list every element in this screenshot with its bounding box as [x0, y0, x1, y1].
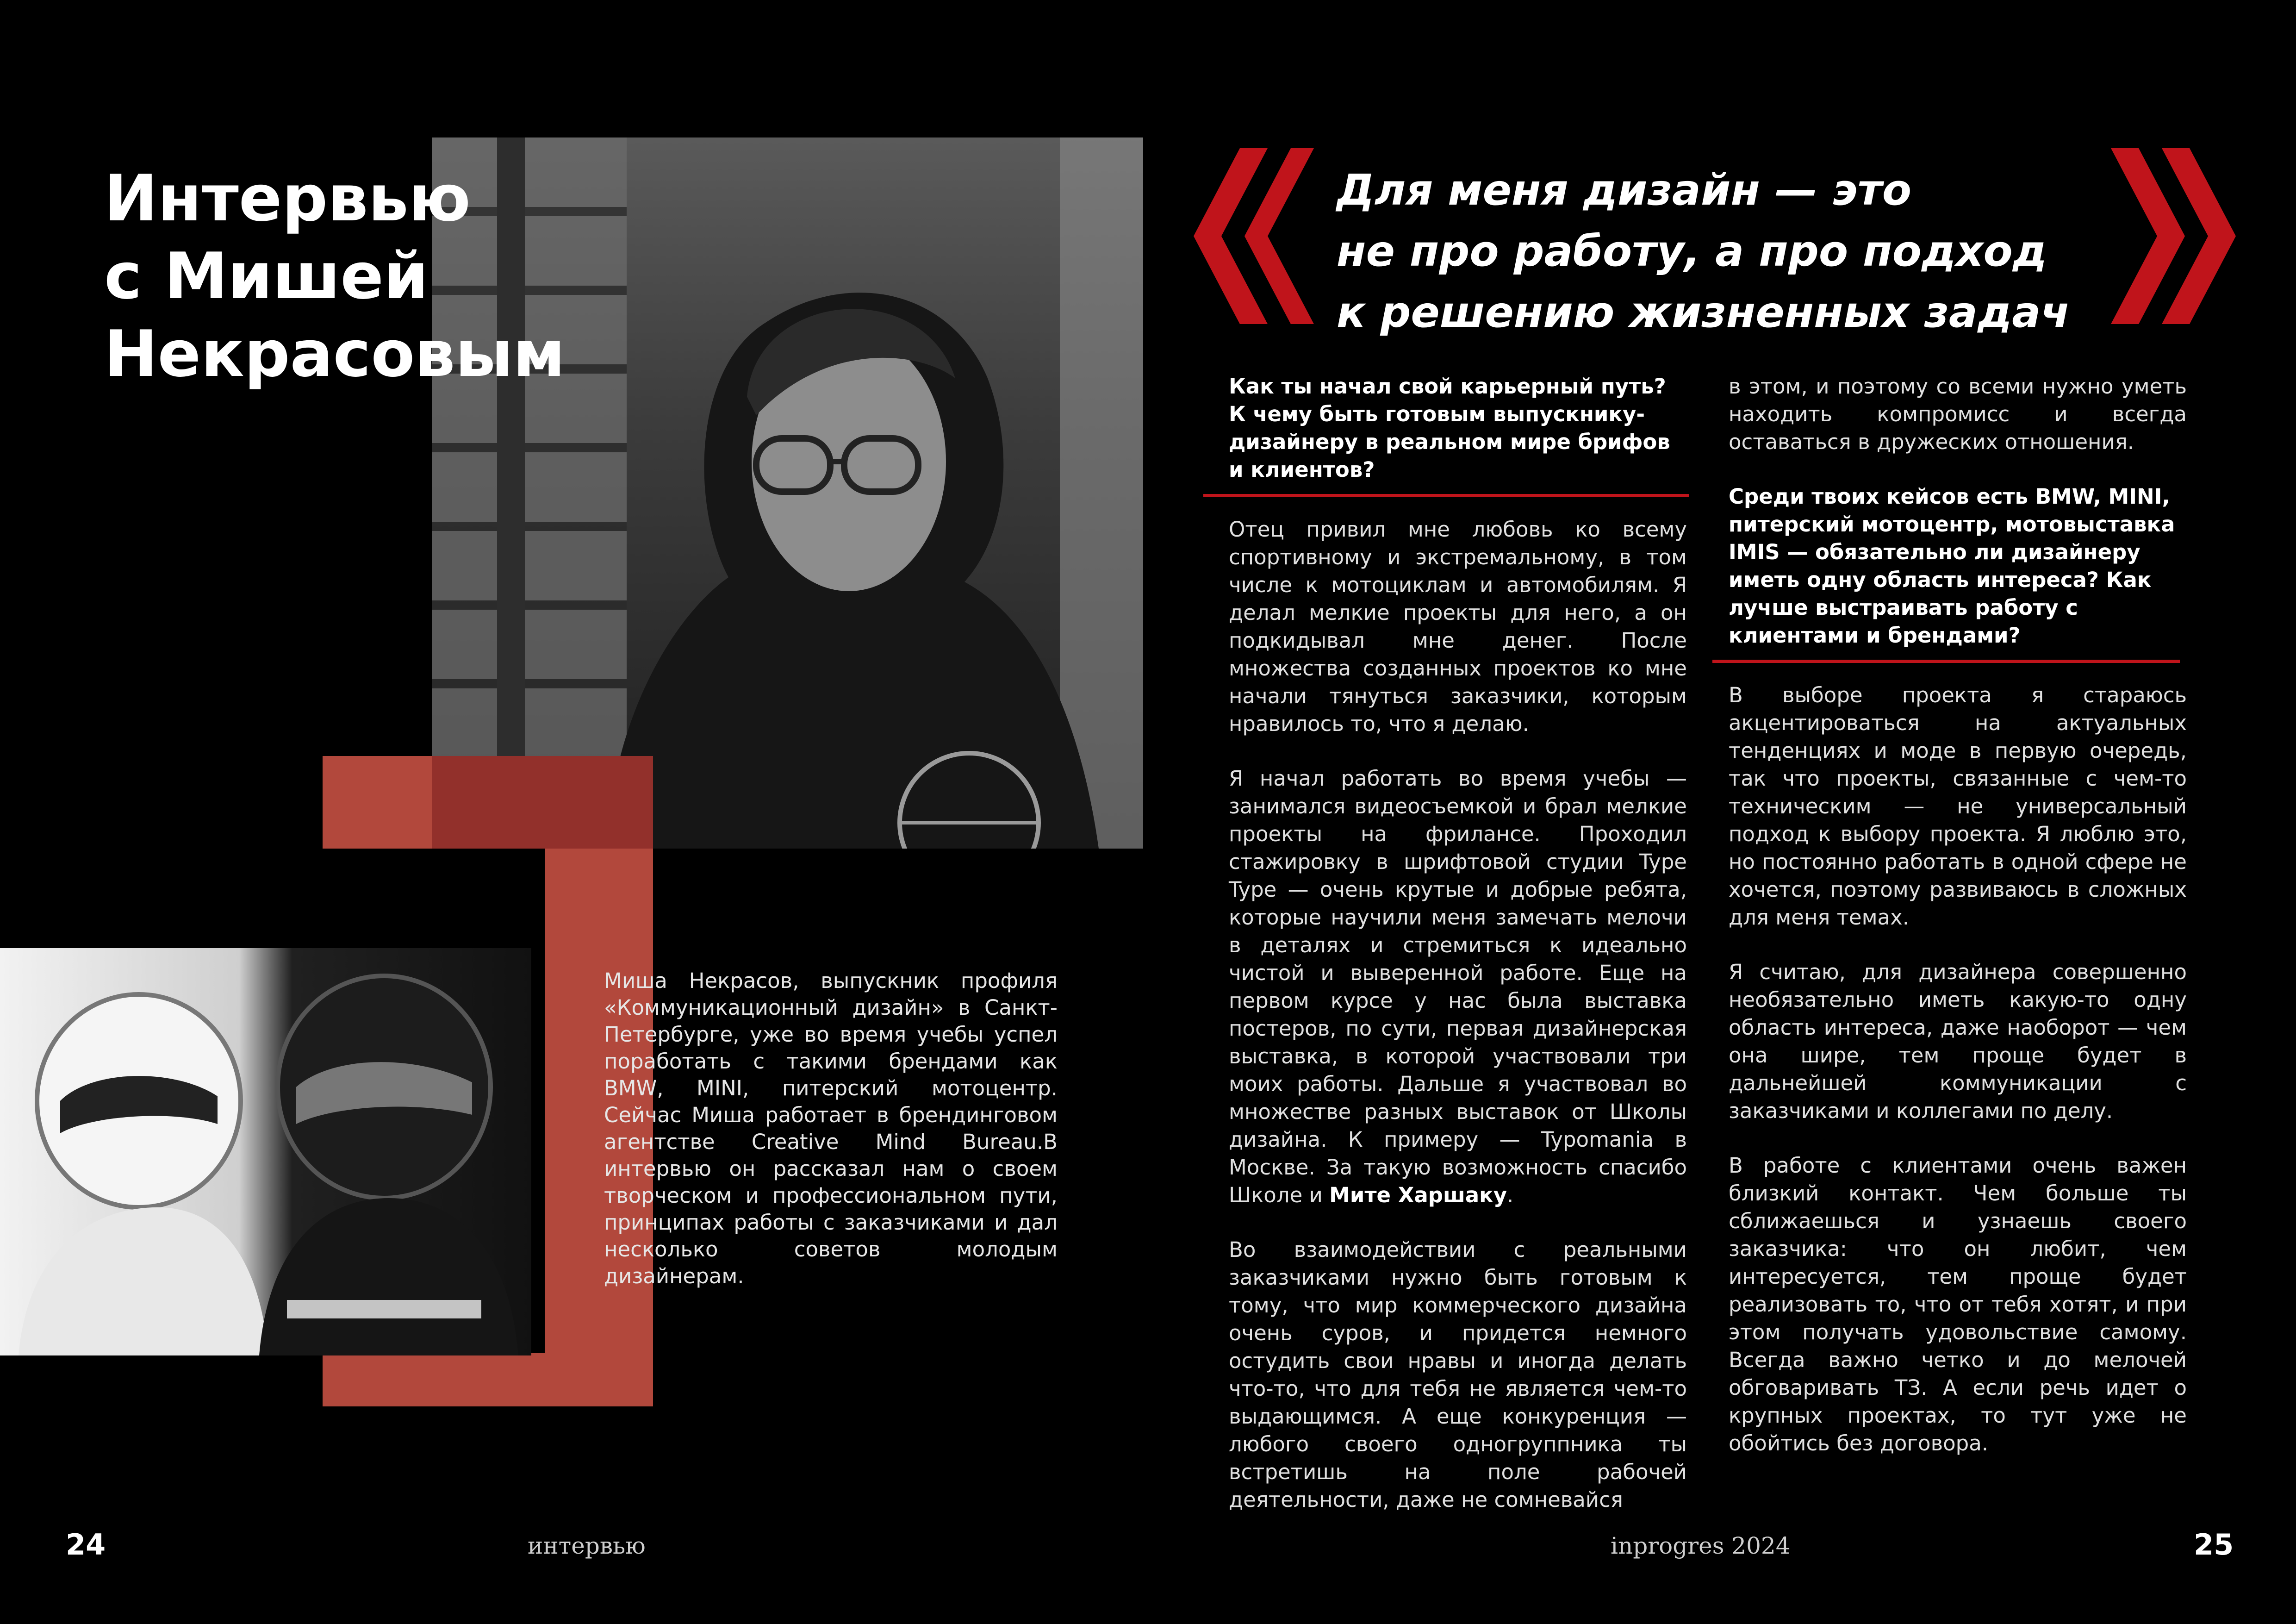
- text-column-2: [1729, 373, 2187, 1484]
- answer-text: Я начал работать во время учебы — занимался видеосъемкой и брал мелкие проекты на фрилансе. Проходил стажировку в шрифтовой студии Type Type — очень крутые и добрые ребята, которые научили меня замечать мелочи в деталях и стремиться к идеально чистой и выверенной работе. Еще на первом курсе у нас была выставка постеров, по сути, первая дизайнерская выставка, в которой участвовали три моих работы. Дальше я участвовал во множестве разных выставок от Школы дизайна. К примеру — Typomania в Москве. За такую возможность спасибо Школе и: [1229, 766, 1687, 1207]
- quote-line: не про работу, а про подход: [1337, 226, 2047, 276]
- title-line: с Мишей: [104, 239, 429, 313]
- answer-paragraph: в этом, и поэтому со всеми нужно уметь находить компромисс и всегда оставаться в дружеских отношения.: [1729, 374, 2187, 454]
- question-1: Как ты начал свой карьерный путь? К чему быть готовым выпускнику-дизайнеру в реальном мире брифов и клиентов?: [1229, 374, 1670, 482]
- answer-paragraph: В работе с клиентами очень важен близкий контакт. Чем больше ты сближаешься и узнаешь своего заказчика: что он любит, чем интересуется, тем проще будет реализовать то, что от тебя хотят, и при этом получать удовольствие самому. Всегда важно четко и до мелочей обговаривать ТЗ. А если речь идет о крупных проектах, то тут уже не обойтись без договора.: [1729, 1153, 2187, 1455]
- question-divider: [1712, 660, 2180, 663]
- highlighted-name: Мите Харшаку: [1329, 1183, 1507, 1207]
- quote-line: Для меня дизайн — это: [1337, 165, 1912, 215]
- right-quote-chevron-icon: [2102, 139, 2259, 333]
- left-quote-chevron-icon: [1175, 139, 1314, 333]
- article-title: [104, 160, 565, 393]
- helmets-photo: [0, 948, 531, 1355]
- title-line: Некрасовым: [104, 317, 566, 391]
- quote-line: к решению жизненных задач: [1337, 287, 2070, 337]
- magazine-footer: inprogres 2024: [1611, 1532, 1791, 1559]
- pull-quote: [1337, 160, 2070, 343]
- answer-text-end: .: [1507, 1183, 1514, 1207]
- section-footer: интервью: [528, 1532, 646, 1559]
- answer-paragraph: Во взаимодействии с реальными заказчиками нужно быть готовым к тому, что мир коммерческого дизайна очень суров, и придется немного остудить свои нравы и иногда делать что-то, что для тебя не является чем-то выдающимся. А еще конкуренция — любого своего одногруппника ты встретишь на поле рабочей деятельности, даже не сомневайся: [1229, 1237, 1687, 1512]
- answer-paragraph: Я считаю, для дизайнера совершенно необязательно иметь какую-то одну область интереса, даже наоборот — чем она шире, тем проще будет в дальнейшей коммуникации с заказчиками и коллегами по делу.: [1729, 960, 2187, 1123]
- question-2: Среди твоих кейсов есть BMW, MINI, питерский мотоцентр, мотовыставка IMIS — обязательно ли дизайнеру иметь одну область интереса? Как лучше выстраивать работу с клиентами и брендами?: [1729, 484, 2175, 648]
- answer-paragraph: Отец привил мне любовь ко всему спортивному и экстремальному, в том числе к мотоциклам и автомобилям. Я делал мелкие проекты для него, а он подкидывал мне денег. После множества созданных проектов ко мне начали тянуться заказчики, которым нравилось то, что я делаю.: [1229, 517, 1687, 736]
- page-number: 25: [2194, 1528, 2234, 1562]
- question-divider: [1203, 494, 1689, 497]
- page-number: 24: [66, 1528, 106, 1562]
- title-line: Интервью: [104, 161, 471, 236]
- intro-paragraph: Миша Некрасов, выпускник профиля «Коммуникационный дизайн» в Санкт-Петербурге, уже во время учебы успел поработать с такими брендами как BMW, MINI, питерский мотоцентр. Сейчас Миша работает в брендинговом агентстве Creative Mind Bureau.В интервью он рассказал нам о своем творческом и профессиональном пути, принципах работы с заказчиками и дал несколько советов молодым дизайнерам.: [604, 968, 1058, 1288]
- helmets-illustration: [0, 948, 531, 1355]
- right-page: [1148, 0, 2296, 1624]
- red-photo-overlay: [432, 756, 653, 849]
- text-column-1: [1229, 373, 1687, 1541]
- answer-paragraph: В выборе проекта я стараюсь акцентироваться на актуальных тенденциях и моде в первую очередь, так что проекты, связанные с чем-то техническим — не универсальный подход к выбору проекта. Я люблю это, но постоянно работать в одной сфере не хочется, поэтому развиваюсь в сложных для меня темах.: [1729, 683, 2187, 930]
- answer-paragraph: [1229, 765, 1687, 1209]
